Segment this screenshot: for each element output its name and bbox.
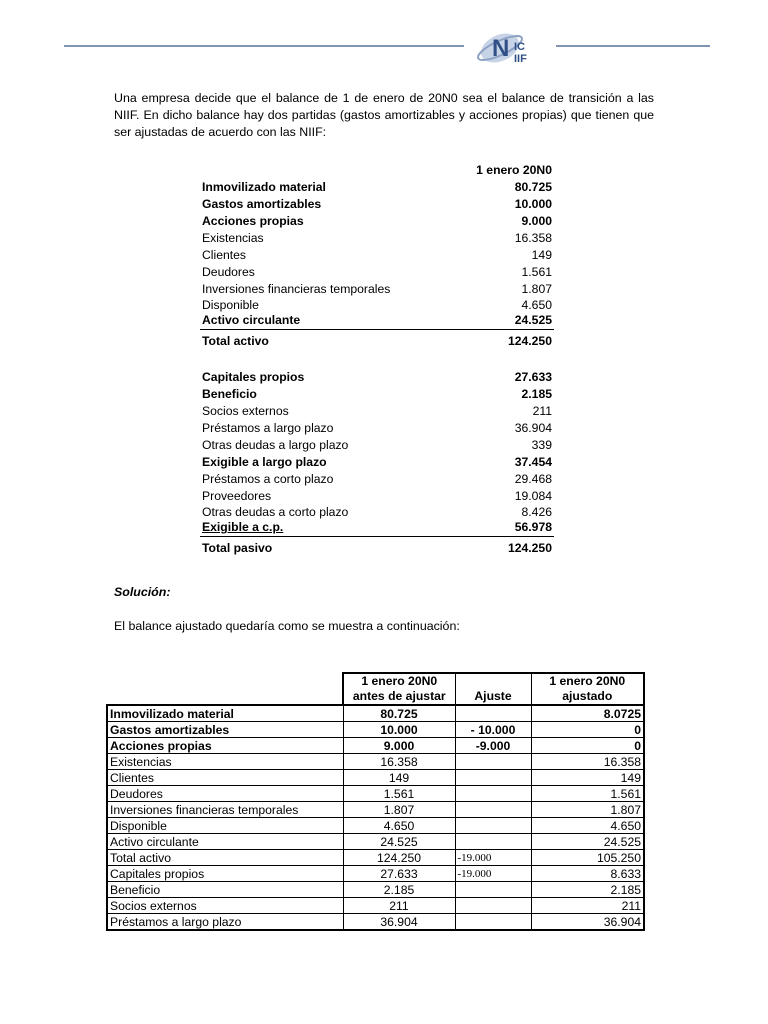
table-row <box>200 488 554 505</box>
logo-text-top: IC <box>514 41 525 53</box>
table-row <box>200 213 554 230</box>
row-adjust: -19.000 <box>455 866 531 882</box>
row-value: 211 <box>532 404 552 418</box>
header-rule-left <box>64 45 464 47</box>
row-after: 0 <box>531 738 644 754</box>
table-row <box>107 754 644 770</box>
table-row <box>200 454 554 471</box>
row-label: Disponible <box>107 818 343 834</box>
row-value: 19.084 <box>514 489 552 503</box>
row-value: 36.904 <box>514 421 552 435</box>
row-value: 27.633 <box>514 370 552 384</box>
row-after: 211 <box>531 898 644 914</box>
header-adjust: Ajuste <box>455 689 531 705</box>
table-row <box>107 738 644 754</box>
table-row <box>200 420 554 437</box>
row-label: Deudores <box>202 265 255 279</box>
table-row <box>107 818 644 834</box>
row-value: 24.525 <box>450 312 554 330</box>
row-before: 10.000 <box>343 722 455 738</box>
intro-paragraph: Una empresa decide que el balance de 1 de enero de 20N0 sea el balance de transición a las NIIF. En dicho balance hay dos partidas (gastos amortizables y acciones propias) que tienen que ser ajustadas de acuerdo con las NIIF: <box>114 91 654 139</box>
row-after: 4.650 <box>531 818 644 834</box>
logo-letter: N <box>492 35 510 62</box>
row-label: Total activo <box>202 334 269 348</box>
row-label: Gastos amortizables <box>107 722 343 738</box>
header-after-line2: ajustado <box>531 689 644 705</box>
table-row <box>200 386 554 403</box>
header-rule-right <box>556 45 710 47</box>
table-row <box>200 298 554 312</box>
row-label: Inmovilizado material <box>202 180 326 194</box>
row-before: 24.525 <box>343 834 455 850</box>
table-row <box>200 281 554 298</box>
row-label: Exigible a largo plazo <box>202 455 327 469</box>
table-row <box>107 914 644 931</box>
row-label: Inversiones financieras temporales <box>107 802 343 818</box>
row-after: 105.250 <box>531 850 644 866</box>
adjusted-balance-table <box>106 672 645 931</box>
adjusted-header-row-2 <box>107 689 644 705</box>
row-value: 1.807 <box>521 282 552 296</box>
row-after: 16.358 <box>531 754 644 770</box>
row-after: 8.633 <box>531 866 644 882</box>
table-row <box>107 882 644 898</box>
row-label: Existencias <box>107 754 343 770</box>
table-row <box>200 230 554 247</box>
row-label: Gastos amortizables <box>202 197 322 211</box>
row-label: Beneficio <box>107 882 343 898</box>
row-value: 4.650 <box>521 297 552 312</box>
table-row <box>200 537 554 560</box>
row-adjust <box>455 834 531 850</box>
row-label: Inversiones financieras temporales <box>202 282 391 296</box>
row-before: 211 <box>343 898 455 914</box>
row-label: Acciones propias <box>107 738 343 754</box>
row-after: 149 <box>531 770 644 786</box>
table-row <box>200 196 554 213</box>
table-row <box>107 722 644 738</box>
row-value: 80.725 <box>514 180 552 194</box>
row-adjust <box>455 754 531 770</box>
row-before: 124.250 <box>343 850 455 866</box>
adjusted-header-row-1 <box>107 673 644 689</box>
table-row <box>200 505 554 519</box>
header-before-line2: antes de ajustar <box>343 689 455 705</box>
row-label: Total activo <box>107 850 343 866</box>
table-row <box>107 898 644 914</box>
row-value: 124.250 <box>507 541 552 555</box>
row-value: 149 <box>531 248 552 262</box>
row-label: Otras deudas a corto plazo <box>202 504 349 519</box>
row-after: 1.561 <box>531 786 644 802</box>
spacer-row <box>200 352 554 369</box>
table-row <box>200 519 554 537</box>
row-value: 56.978 <box>450 519 554 537</box>
row-before: 9.000 <box>343 738 455 754</box>
row-label: Activo circulante <box>107 834 343 850</box>
table-row <box>107 705 644 722</box>
row-label: Disponible <box>202 297 259 312</box>
table-row <box>200 264 554 281</box>
row-adjust <box>455 705 531 722</box>
balance-header-row <box>200 162 554 179</box>
table-row <box>200 330 554 353</box>
row-before: 80.725 <box>343 705 455 722</box>
row-adjust: -19.000 <box>455 850 531 866</box>
balance-column-header: 1 enero 20N0 <box>476 163 552 177</box>
table-row <box>107 866 644 882</box>
row-adjust <box>455 818 531 834</box>
table-row <box>200 403 554 420</box>
row-before: 4.650 <box>343 818 455 834</box>
row-label: Inmovilizado material <box>107 705 343 722</box>
solution-text: El balance ajustado quedaría como se muestra a continuación: <box>114 619 460 633</box>
table-row <box>200 179 554 196</box>
row-after: 1.807 <box>531 802 644 818</box>
row-before: 16.358 <box>343 754 455 770</box>
row-value: 8.426 <box>521 504 552 519</box>
opening-balance-table <box>200 162 554 559</box>
row-label: Capitales propios <box>202 370 305 384</box>
row-label: Socios externos <box>107 898 343 914</box>
row-value: 37.454 <box>514 455 552 469</box>
row-label: Beneficio <box>202 387 257 401</box>
row-label: Otras deudas a largo plazo <box>202 438 349 452</box>
logo-text-bottom: IIF <box>514 53 527 65</box>
row-before: 2.185 <box>343 882 455 898</box>
row-label: Existencias <box>202 231 264 245</box>
row-adjust: - 10.000 <box>455 722 531 738</box>
row-label: Acciones propias <box>202 214 304 228</box>
row-label: Préstamos a largo plazo <box>107 914 343 931</box>
row-after: 24.525 <box>531 834 644 850</box>
row-label: Activo circulante <box>200 312 450 330</box>
row-after: 2.185 <box>531 882 644 898</box>
row-label: Exigible a c.p. <box>200 519 450 537</box>
row-adjust <box>455 898 531 914</box>
row-after: 0 <box>531 722 644 738</box>
row-adjust <box>455 914 531 931</box>
table-row <box>200 471 554 488</box>
row-before: 149 <box>343 770 455 786</box>
row-before: 36.904 <box>343 914 455 931</box>
row-before: 27.633 <box>343 866 455 882</box>
row-value: 1.561 <box>521 265 552 279</box>
table-row <box>107 802 644 818</box>
header-before-line1: 1 enero 20N0 <box>343 673 455 689</box>
row-adjust <box>455 882 531 898</box>
table-row <box>200 312 554 330</box>
row-label: Proveedores <box>202 489 272 503</box>
row-adjust <box>455 786 531 802</box>
row-value: 10.000 <box>514 197 552 211</box>
table-row <box>200 247 554 264</box>
nic-niif-logo-icon <box>470 22 554 70</box>
row-value: 16.358 <box>514 231 552 245</box>
solution-heading: Solución: <box>114 585 171 599</box>
table-row <box>107 834 644 850</box>
row-label: Deudores <box>107 786 343 802</box>
row-label: Socios externos <box>202 404 289 418</box>
row-value: 2.185 <box>521 387 552 401</box>
row-after: 36.904 <box>531 914 644 931</box>
row-before: 1.807 <box>343 802 455 818</box>
row-before: 1.561 <box>343 786 455 802</box>
row-label: Clientes <box>107 770 343 786</box>
row-label: Préstamos a largo plazo <box>202 421 334 435</box>
row-value: 124.250 <box>507 334 552 348</box>
row-label: Préstamos a corto plazo <box>202 472 334 486</box>
header-after-line1: 1 enero 20N0 <box>531 673 644 689</box>
table-row <box>200 369 554 386</box>
row-value: 29.468 <box>514 472 552 486</box>
row-adjust <box>455 802 531 818</box>
table-row <box>107 770 644 786</box>
row-label: Clientes <box>202 248 247 262</box>
row-value: 9.000 <box>521 214 552 228</box>
row-after: 8.0725 <box>531 705 644 722</box>
row-label: Capitales propios <box>107 866 343 882</box>
table-row <box>107 786 644 802</box>
row-value: 339 <box>531 438 552 452</box>
row-adjust: -9.000 <box>455 738 531 754</box>
row-adjust <box>455 770 531 786</box>
table-row <box>107 850 644 866</box>
row-label: Total pasivo <box>202 541 273 555</box>
table-row <box>200 437 554 454</box>
